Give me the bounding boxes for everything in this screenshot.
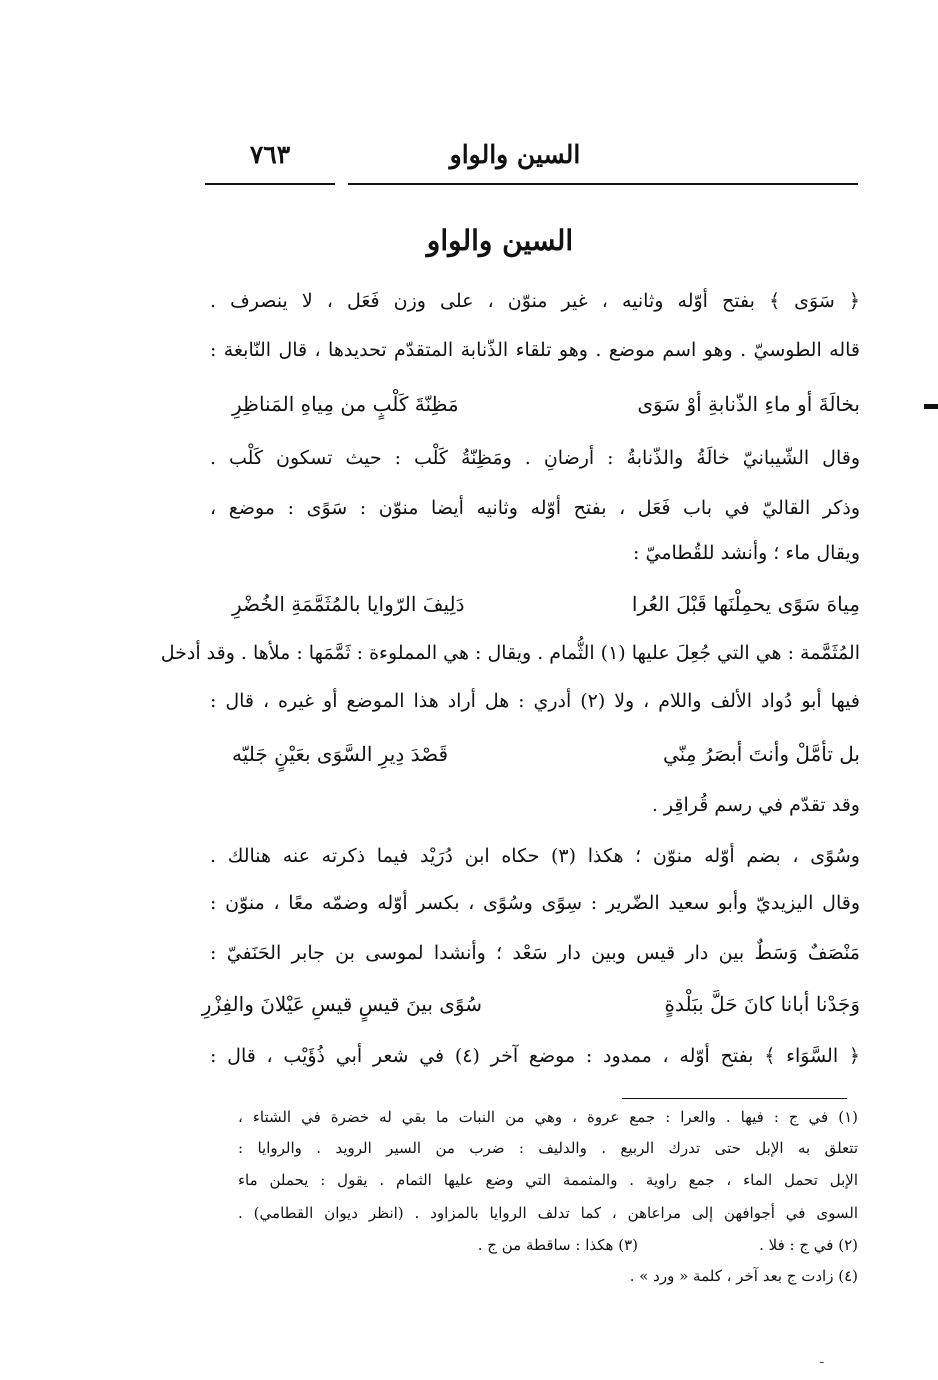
footnote-line: (١) في ج : فيها . والعرا : جمع عروة ، وهي من النبات ما بقي له خضرة في الشتاء ، — [238, 1108, 858, 1126]
footnote-rule — [622, 1098, 847, 1099]
footnote-3: (٣) هكذا : ساقطة من ج . — [477, 1236, 638, 1254]
verse-hemistich-first: وَجَدْنا أبانا كانَ حَلَّ ببَلْدةٍ — [664, 992, 860, 1016]
verse-hemistich-first: بخالَةَ أو ماءِ الذّنابةِ أوْ سَوَى — [637, 392, 860, 416]
entry-line: ويقال ماء ؛ وأنشد للقُطاميّ : — [633, 542, 860, 564]
entry-line: وقد تقدّم في رسم قُراقِر . — [651, 794, 860, 816]
footnote-4: (٤) زادت ج بعد آخر ، كلمة « ورد » . — [629, 1267, 858, 1285]
entry-line: قاله الطوسيّ . وهو اسم موضع . وهو تلقاء الذّنابة المتقدّم تحديدها ، قال النّابغة : — [210, 339, 860, 361]
header-rule-right — [348, 183, 858, 185]
entry-line: ﴿ السَّوَاء ﴾ بفتح أوّله ، ممدود : موضع آخر (٤) في شعر أبي ذُؤَيْب ، قال : — [210, 1045, 861, 1067]
entry-line: ﴿ سَوَى ﴾ بفتح أوّله وثانيه ، غير منوّن ، على وزن فَعَل ، لا ينصرف . — [210, 290, 860, 312]
footnote-line: الإبل تحمل الماء ، جمع راوية . والمثممة التي وضع عليها الثمام . يقول : يحملن ماء — [238, 1171, 858, 1189]
entry-line: وذكر القاليّ في باب فَعَل ، بفتح أوّله وثانيه أيضا منوّن : سَوًى : موضع ، — [210, 497, 860, 519]
entry-line: مَنْصَفٌ وَسَطٌ بين دار قيس وبين دار سَعْد ؛ وأنشدا لموسى بن جابر الحَنَفيّ : — [210, 942, 860, 964]
page-number: ٧٦٣ — [249, 140, 291, 169]
entry-line: وسُوًى ، بضم أوّله منوّن ؛ هكذا (٣) حكاه ابن دُرَيْد فيما ذكرته عنه هنالك . — [210, 845, 860, 867]
entry-line: وقال اليزيديّ وأبو سعيد الضّرير : سِوًى وسُوًى ، بكسر أوّله وضمّه معًا ، منوّن : — [210, 892, 860, 914]
page-edge-mark — [924, 404, 938, 409]
entry-line: وقال الشّيبانيّ خالَةُ والذّنابةُ : أرضانِ . ومَظِنّةُ كَلْب : حيث تسكون كَلْب . — [210, 447, 860, 469]
header-rule-left — [205, 183, 335, 185]
section-heading: السين والواو — [426, 224, 574, 257]
verse-hemistich-second: سُوًى بينَ قيسٍ قيسِ عَيْلانَ والفِزْرِ — [201, 992, 482, 1016]
verse-hemistich-first: مِياهَ سَوًى يحمِلْنَها قَبْلَ العُرا — [631, 592, 860, 616]
verse-hemistich-first: بل تأمَّلْ وأنتَ أبصَرُ مِنّي — [662, 742, 860, 766]
verse-hemistich-second: مَظِنّةَ كَلْبٍ من مِياهِ المَناظِرِ — [232, 392, 459, 416]
entry-line: فيها أبو دُواد الألف واللام ، ولا (٢) أدري : هل أراد هذا الموضع أو غيره ، قال : — [210, 690, 860, 712]
footnote-line: تتعلق به الإبل حتى تدرك الربيع . والدليف : ضرب من السير الرويد . والروايا : — [238, 1139, 858, 1157]
verse-hemistich-second: قَصْدَ دِيرِ السَّوَى بعَيْنٍ جَليّه — [232, 742, 449, 766]
footnote-line: السوى في أجوافهن إلى مراعاهن ، كما تدلف الروايا بالمزاود . (انظر ديوان القطامي) . — [238, 1204, 858, 1222]
running-title: السين والواو — [449, 140, 581, 169]
verse-hemistich-second: دَلِيفَ الرّوايا بالمُثَمَّمَةِ الخُضْرِ — [232, 592, 465, 616]
footnote-2: (٢) في ج : فلا . — [759, 1236, 858, 1254]
scan-speck: ـ — [820, 1352, 824, 1366]
entry-line: المُثَمَّمة : هي التي جُعِلَ عليها (١) الثُّمام . ويقال : هي المملوءة : ثَمَّمَها : ملأها . وقد أدخل — [160, 642, 860, 664]
